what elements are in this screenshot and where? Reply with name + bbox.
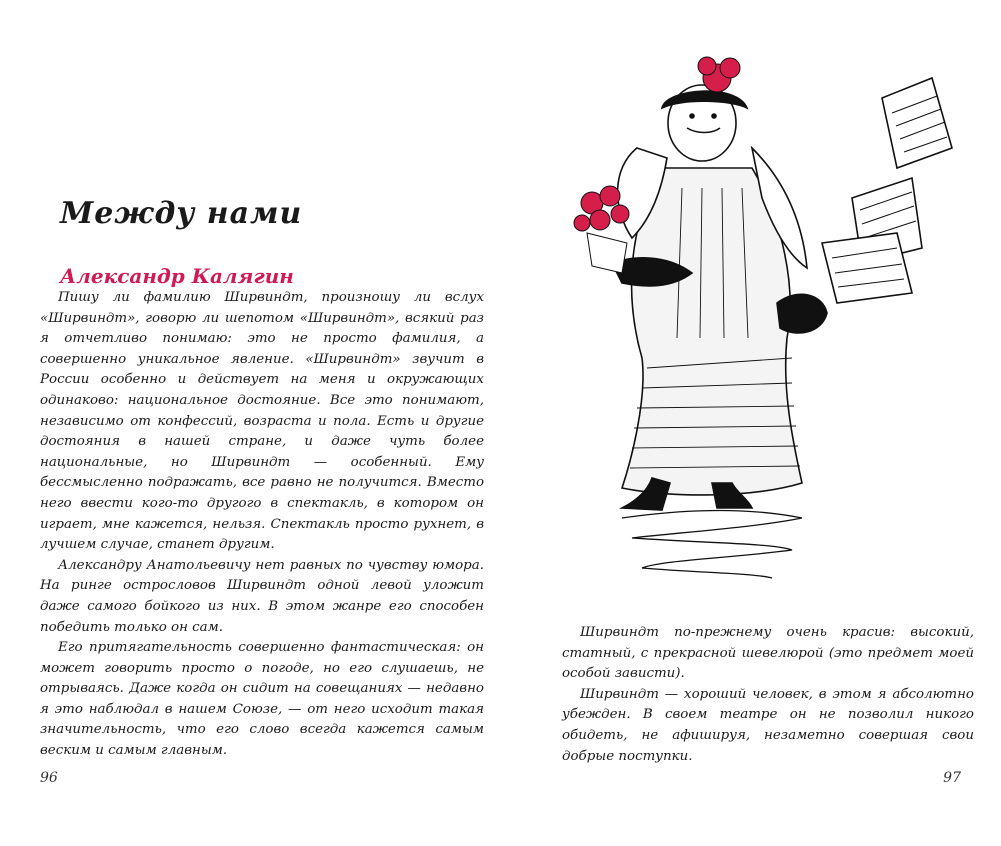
sheet-music-icon bbox=[822, 78, 952, 303]
paragraph: Пишу ли фамилию Ширвиндт, произношу ли вслух «Ширвиндт», говорю ли шепотом «Ширвиндт», всякий раз я отчетливо понимаю: это не просто фамилия, а совершенно уникальное явление. «Ширвиндт» звучит в России особенно и действует на меня и окружающих одинаково: национальное достояние. Все это понимают, независимо от конфессий, возраста и пола. Есть и другие достояния в нашей стране, и даже чуть более национальные, но Ширвиндт — особенный. Ему бессмысленно подражать, все равно не получится. Вместо него ввести кого-то другого в спектакль, в котором он играет, мне кажется, нельзя. Спектакль просто рухнет, в лучшем случае, станет другим. bbox=[40, 290, 484, 553]
left-page bbox=[0, 0, 500, 846]
page-number-left: 96 bbox=[40, 770, 58, 786]
paragraph: Ширвиндт — хороший человек, в этом я абсолютно убежден. В своем театре он не позволил никого обидеть, не афишируя, незаметно совершая свои добрые поступки. bbox=[562, 686, 974, 764]
figure-head bbox=[662, 85, 747, 161]
right-body-text bbox=[562, 623, 974, 767]
paragraph: Ширвиндт по-прежнему очень красив: высокий, статный, с прекрасной шевелюрой (это предмет моей особой зависти). bbox=[562, 625, 974, 682]
page-number-right: 97 bbox=[943, 770, 961, 786]
floor-scribble bbox=[622, 511, 802, 579]
left-body-text bbox=[40, 288, 484, 762]
paragraph: Его притягательность совершенно фантастическая: он может говорить просто о погоде, но его слушаешь, не отрываясь. Даже когда он сидит на совещаниях — недавно я это наблюдал в нашем Союзе, — от него исходит такая значительность, что его слово всегда кажется самым веским и самым главным. bbox=[40, 640, 484, 759]
caricature-illustration bbox=[552, 38, 972, 598]
figure-body bbox=[612, 148, 827, 510]
right-page bbox=[500, 0, 1001, 846]
section-title: Между нами bbox=[60, 196, 303, 231]
paragraph: Александру Анатольевичу нет равных по чувству юмора. На ринге острословов Ширвиндт одной левой уложит даже самого бойкого из них. В этом жанре его способен победить только он сам. bbox=[40, 557, 484, 635]
author-name: Александр Калягин bbox=[60, 264, 294, 288]
